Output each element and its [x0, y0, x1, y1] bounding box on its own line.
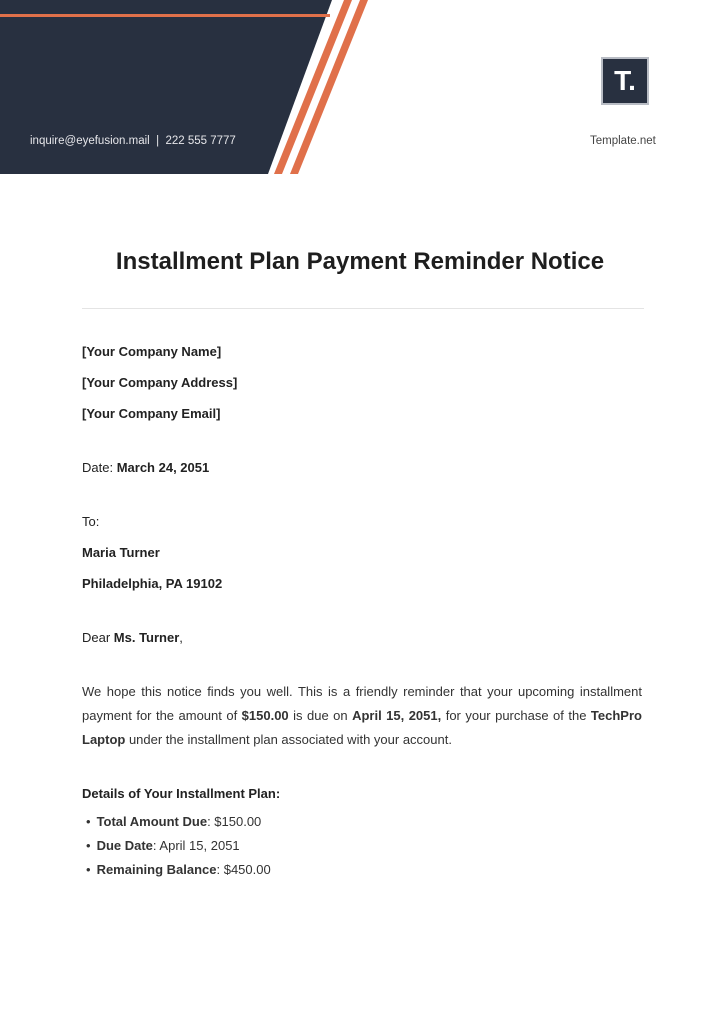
recipient-address: Philadelphia, PA 19102 [82, 576, 223, 591]
list-item: • Total Amount Due: $150.00 [82, 810, 271, 834]
recipient-name: Maria Turner [82, 545, 160, 560]
date-line: Date: March 24, 2051 [82, 460, 210, 475]
company-address: [Your Company Address] [82, 375, 238, 390]
salutation: Dear Ms. Turner, [82, 630, 183, 645]
divider [82, 308, 644, 309]
brand-name: Template.net [590, 135, 656, 147]
company-email: [Your Company Email] [82, 406, 221, 421]
list-item: • Remaining Balance: $450.00 [82, 858, 271, 882]
contact-info: inquire@eyefusion.mail | 222 555 7777 [30, 135, 236, 147]
to-label: To: [82, 514, 100, 529]
company-name: [Your Company Name] [82, 344, 222, 359]
list-item: • Due Date: April 15, 2051 [82, 834, 271, 858]
details-list [82, 810, 271, 882]
page-title: Installment Plan Payment Reminder Notice [115, 248, 605, 275]
template-logo-icon: T. [601, 57, 649, 105]
body-paragraph: We hope this notice finds you well. This is a friendly reminder that your upcoming installment payment for the amount of $150.00 is due on April 15, 2051, for your purchase of the TechPro Laptop under the installment plan associated with your account. [82, 684, 642, 747]
details-heading: Details of Your Installment Plan: [82, 786, 281, 801]
